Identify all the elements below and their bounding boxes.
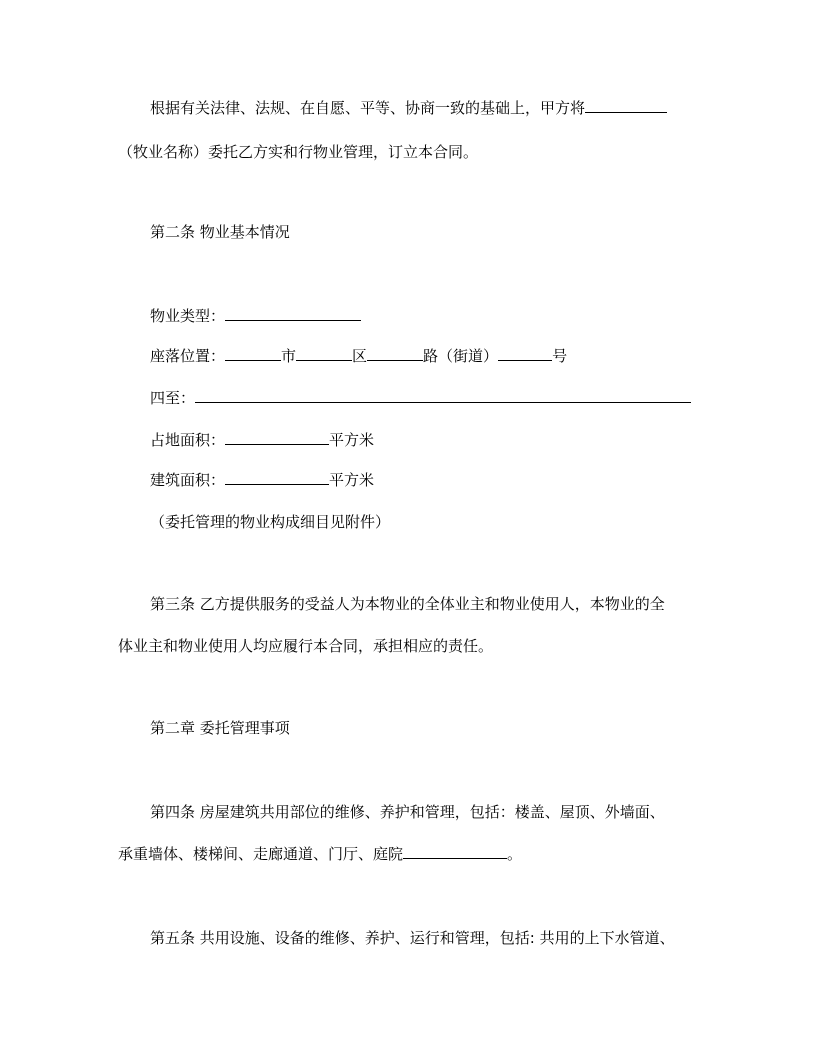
text-span: （委托管理的物业构成细目见附件） [150,513,391,531]
text-span: （牧业名称）委托乙方实和行物业管理，订立本合同。 [118,143,479,161]
text-span: 第三条 乙方提供服务的受益人为本物业的全体业主和物业使用人，本物业的全 [150,595,665,613]
fill-blank-line [296,346,352,361]
text-span: 第四条 房屋建筑共用部位的维修、养护和管理，包括：楼盖、屋顶、外墙面、 [150,803,665,821]
text-span: 第二条 物业基本情况 [150,223,290,241]
fill-blank-line [225,430,329,445]
paragraph-line [118,844,522,864]
fill-blank-line [403,844,507,859]
field-row-land-area [150,430,374,450]
text-span: 。 [507,845,523,863]
paragraph-line [150,928,675,948]
field-label: 座落位置： [150,347,226,365]
text-span: 号 [552,347,568,365]
text-span: 承重墙体、楼梯间、走廊通道、门厅、庭院 [118,845,404,863]
text-span: 路（街道） [423,347,499,365]
fill-blank-line [225,306,361,321]
paragraph-line [150,802,665,822]
text-span: 体业主和物业使用人均应履行本合同，承担相应的责任。 [118,637,494,655]
fill-blank-line [225,470,329,485]
article-heading [150,222,290,242]
text-span: 市 [281,347,297,365]
fill-blank-line [195,388,691,403]
chapter-heading [150,718,290,738]
field-label: 物业类型： [150,307,226,325]
field-label: 占地面积： [150,431,226,449]
text-span: 区 [352,347,368,365]
text-span: 第二章 委托管理事项 [150,719,290,737]
field-row-building-area [150,470,374,490]
text-span: 平方米 [329,431,375,449]
text-span: 平方米 [329,471,375,489]
paragraph-line [118,636,493,656]
field-label: 建筑面积： [150,471,226,489]
fill-blank-line [498,346,552,361]
paragraph-line [150,594,665,614]
annex-note [150,512,390,532]
paragraph-line [118,142,478,162]
field-label: 四至： [150,389,196,407]
field-row-property-type [150,306,361,326]
paragraph-line [150,98,667,118]
fill-blank-line [585,98,667,113]
field-row-location [150,346,567,366]
field-row-boundaries [150,388,691,408]
fill-blank-line [225,346,281,361]
fill-blank-line [367,346,423,361]
text-span: 根据有关法律、法规、在自愿、平等、协商一致的基础上，甲方将 [150,99,586,117]
text-span: 第五条 共用设施、设备的维修、养护、运行和管理，包括: 共用的上下水管道、 [150,929,675,947]
